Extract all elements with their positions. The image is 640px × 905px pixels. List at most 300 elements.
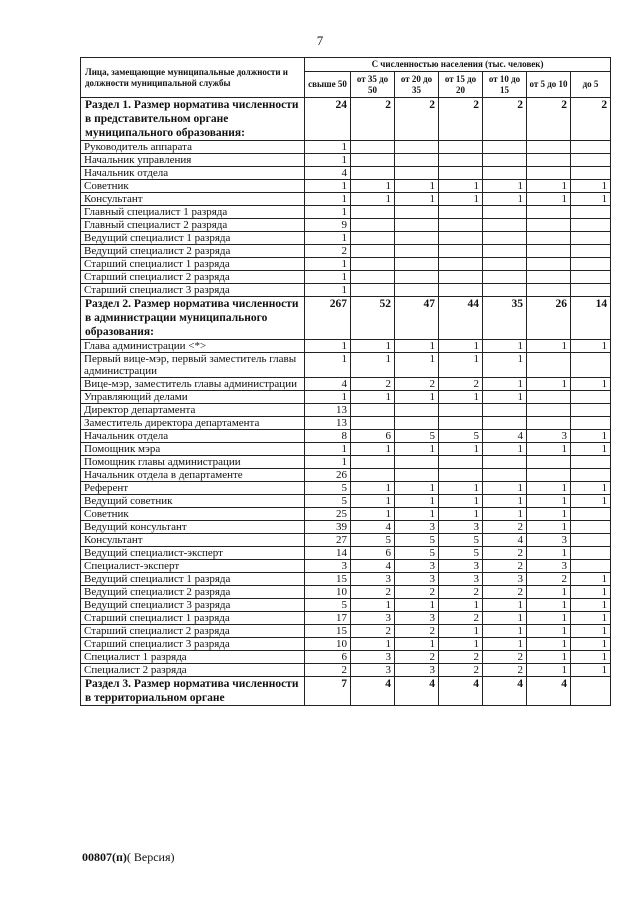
norm-value-cell bbox=[439, 167, 483, 180]
table-row bbox=[81, 258, 611, 271]
norm-value-cell bbox=[571, 508, 611, 521]
norm-value-cell bbox=[395, 271, 439, 284]
norm-value-cell: 1 bbox=[351, 180, 395, 193]
norm-value-cell: 1 bbox=[571, 430, 611, 443]
norm-value-cell bbox=[527, 245, 571, 258]
norm-value-cell: 26 bbox=[305, 469, 351, 482]
norm-value-cell: 4 bbox=[351, 560, 395, 573]
norm-value-cell bbox=[395, 219, 439, 232]
norm-value-cell bbox=[571, 353, 611, 378]
norm-value-cell: 2 bbox=[305, 664, 351, 677]
table-row bbox=[81, 232, 611, 245]
norm-value-cell: 1 bbox=[483, 391, 527, 404]
norm-value-cell: 6 bbox=[305, 651, 351, 664]
norm-value-cell bbox=[527, 469, 571, 482]
position-name: Помощник главы администрации bbox=[81, 456, 305, 469]
position-name: Специалист-эксперт bbox=[81, 560, 305, 573]
norm-value-cell: 1 bbox=[395, 599, 439, 612]
norm-value-cell bbox=[439, 456, 483, 469]
table-row bbox=[81, 340, 611, 353]
norm-value-cell: 13 bbox=[305, 417, 351, 430]
norm-value-cell bbox=[571, 417, 611, 430]
norm-value-cell: 1 bbox=[527, 193, 571, 206]
norm-value-cell: 2 bbox=[439, 98, 483, 141]
table-row bbox=[81, 443, 611, 456]
norm-value-cell: 1 bbox=[395, 638, 439, 651]
norm-value-cell: 1 bbox=[395, 482, 439, 495]
norm-value-cell: 1 bbox=[439, 625, 483, 638]
norm-value-cell bbox=[571, 391, 611, 404]
norm-value-cell: 2 bbox=[483, 560, 527, 573]
column-header: свыше 50 bbox=[305, 72, 351, 98]
norm-value-cell: 4 bbox=[483, 677, 527, 706]
norm-value-cell bbox=[351, 167, 395, 180]
norm-value-cell: 2 bbox=[483, 547, 527, 560]
norm-value-cell bbox=[439, 141, 483, 154]
norm-value-cell bbox=[483, 206, 527, 219]
norm-value-cell bbox=[351, 456, 395, 469]
norm-value-cell: 1 bbox=[351, 495, 395, 508]
norm-value-cell bbox=[439, 258, 483, 271]
norm-value-cell bbox=[439, 232, 483, 245]
table-row bbox=[81, 167, 611, 180]
position-name: Помощник мэра bbox=[81, 443, 305, 456]
norm-value-cell: 4 bbox=[439, 677, 483, 706]
norm-value-cell: 9 bbox=[305, 219, 351, 232]
norm-value-cell: 26 bbox=[527, 297, 571, 340]
norm-value-cell bbox=[351, 417, 395, 430]
norm-value-cell: 2 bbox=[483, 651, 527, 664]
norm-value-cell: 2 bbox=[527, 98, 571, 141]
norm-value-cell bbox=[571, 167, 611, 180]
norm-value-cell: 1 bbox=[483, 378, 527, 391]
norm-value-cell bbox=[483, 232, 527, 245]
norm-value-cell: 2 bbox=[351, 378, 395, 391]
table-row bbox=[81, 193, 611, 206]
norm-value-cell: 1 bbox=[571, 482, 611, 495]
norm-value-cell: 5 bbox=[305, 599, 351, 612]
norm-value-cell: 1 bbox=[483, 482, 527, 495]
norm-value-cell: 1 bbox=[483, 625, 527, 638]
norm-value-cell: 2 bbox=[439, 612, 483, 625]
norm-value-cell: 27 bbox=[305, 534, 351, 547]
norm-value-cell: 1 bbox=[527, 495, 571, 508]
section-row bbox=[81, 677, 611, 706]
norm-value-cell bbox=[571, 469, 611, 482]
norm-value-cell: 52 bbox=[351, 297, 395, 340]
norm-value-cell: 4 bbox=[305, 167, 351, 180]
norm-value-cell bbox=[527, 258, 571, 271]
norm-value-cell: 3 bbox=[395, 612, 439, 625]
table-row bbox=[81, 638, 611, 651]
norm-value-cell: 1 bbox=[483, 193, 527, 206]
norm-value-cell bbox=[527, 353, 571, 378]
norm-value-cell: 1 bbox=[527, 521, 571, 534]
norm-value-cell bbox=[395, 258, 439, 271]
norm-value-cell: 6 bbox=[351, 430, 395, 443]
norm-value-cell bbox=[439, 404, 483, 417]
norm-value-cell: 2 bbox=[483, 521, 527, 534]
norm-value-cell bbox=[439, 245, 483, 258]
norm-value-cell: 1 bbox=[351, 391, 395, 404]
norm-value-cell bbox=[351, 154, 395, 167]
norm-value-cell: 1 bbox=[351, 340, 395, 353]
norm-value-cell: 1 bbox=[527, 599, 571, 612]
norm-value-cell bbox=[439, 284, 483, 297]
norm-value-cell bbox=[395, 284, 439, 297]
norm-value-cell: 17 bbox=[305, 612, 351, 625]
norm-value-cell bbox=[351, 245, 395, 258]
norm-value-cell: 1 bbox=[439, 353, 483, 378]
position-name: Советник bbox=[81, 508, 305, 521]
norm-value-cell: 1 bbox=[351, 353, 395, 378]
norm-value-cell: 2 bbox=[395, 98, 439, 141]
norm-value-cell bbox=[483, 271, 527, 284]
norm-value-cell: 1 bbox=[527, 612, 571, 625]
norm-value-cell: 1 bbox=[305, 206, 351, 219]
norm-value-cell: 3 bbox=[439, 521, 483, 534]
norm-value-cell: 1 bbox=[527, 180, 571, 193]
table-row bbox=[81, 573, 611, 586]
norm-value-cell: 1 bbox=[439, 391, 483, 404]
section-title: Раздел 2. Размер норматива численности в администрации муниципального образования: bbox=[81, 297, 305, 340]
norm-value-cell bbox=[571, 219, 611, 232]
norm-value-cell bbox=[351, 141, 395, 154]
norm-value-cell: 3 bbox=[305, 560, 351, 573]
norm-value-cell bbox=[483, 404, 527, 417]
section-row bbox=[81, 297, 611, 340]
norm-value-cell: 1 bbox=[305, 180, 351, 193]
position-name: Начальник отдела в департаменте bbox=[81, 469, 305, 482]
position-name: Начальник отдела bbox=[81, 167, 305, 180]
norm-value-cell: 25 bbox=[305, 508, 351, 521]
norm-value-cell: 3 bbox=[351, 664, 395, 677]
norm-value-cell: 1 bbox=[571, 180, 611, 193]
position-name: Специалист 2 разряда bbox=[81, 664, 305, 677]
norm-value-cell bbox=[483, 417, 527, 430]
column-header: от 35 до 50 bbox=[351, 72, 395, 98]
position-name: Ведущий специалист 2 разряда bbox=[81, 245, 305, 258]
norm-value-cell: 1 bbox=[527, 508, 571, 521]
position-name: Старший специалист 1 разряда bbox=[81, 258, 305, 271]
norm-value-cell: 1 bbox=[305, 271, 351, 284]
position-name: Специалист 1 разряда bbox=[81, 651, 305, 664]
norm-value-cell: 1 bbox=[395, 180, 439, 193]
norm-value-cell: 267 bbox=[305, 297, 351, 340]
norm-value-cell bbox=[571, 258, 611, 271]
norm-value-cell bbox=[395, 417, 439, 430]
norm-value-cell: 1 bbox=[483, 180, 527, 193]
column-header: от 20 до 35 bbox=[395, 72, 439, 98]
norm-value-cell: 4 bbox=[527, 677, 571, 706]
norm-value-cell: 1 bbox=[571, 625, 611, 638]
norm-value-cell bbox=[527, 417, 571, 430]
norm-value-cell bbox=[527, 284, 571, 297]
position-name: Руководитель аппарата bbox=[81, 141, 305, 154]
norm-value-cell: 1 bbox=[571, 638, 611, 651]
section-title: Раздел 3. Размер норматива численности в территориальном органе bbox=[81, 677, 305, 706]
table-row bbox=[81, 391, 611, 404]
position-name: Старший специалист 3 разряда bbox=[81, 638, 305, 651]
table-row bbox=[81, 664, 611, 677]
document-version: ( Версия) bbox=[126, 850, 175, 864]
position-name: Старший специалист 2 разряда bbox=[81, 625, 305, 638]
norm-value-cell bbox=[571, 232, 611, 245]
norm-value-cell: 1 bbox=[439, 443, 483, 456]
table-row bbox=[81, 482, 611, 495]
norm-value-cell: 3 bbox=[351, 573, 395, 586]
norm-value-cell bbox=[483, 141, 527, 154]
norm-value-cell: 2 bbox=[571, 98, 611, 141]
norm-value-cell: 4 bbox=[305, 378, 351, 391]
positions-column-header: Лица, замещающие муниципальные должности и должности муниципальной службы bbox=[81, 58, 305, 98]
norm-value-cell: 2 bbox=[351, 586, 395, 599]
norm-value-cell: 1 bbox=[571, 193, 611, 206]
norm-value-cell: 8 bbox=[305, 430, 351, 443]
norm-value-cell: 3 bbox=[483, 573, 527, 586]
norm-value-cell: 3 bbox=[527, 430, 571, 443]
norm-value-cell bbox=[527, 271, 571, 284]
position-name: Консультант bbox=[81, 534, 305, 547]
norm-value-cell bbox=[571, 284, 611, 297]
column-header: до 5 bbox=[571, 72, 611, 98]
norm-value-cell bbox=[439, 219, 483, 232]
norm-value-cell: 5 bbox=[395, 534, 439, 547]
norm-value-cell: 4 bbox=[351, 521, 395, 534]
norm-value-cell: 1 bbox=[351, 193, 395, 206]
norm-value-cell bbox=[351, 206, 395, 219]
norm-value-cell: 2 bbox=[351, 98, 395, 141]
norm-value-cell: 5 bbox=[305, 495, 351, 508]
norm-value-cell: 2 bbox=[439, 586, 483, 599]
norm-value-cell bbox=[395, 154, 439, 167]
table-row bbox=[81, 456, 611, 469]
table-row bbox=[81, 599, 611, 612]
staffing-norms-table bbox=[80, 57, 611, 706]
table-row bbox=[81, 651, 611, 664]
norm-value-cell: 1 bbox=[571, 599, 611, 612]
norm-value-cell bbox=[527, 167, 571, 180]
norm-value-cell: 2 bbox=[305, 245, 351, 258]
table-row bbox=[81, 521, 611, 534]
norm-value-cell: 15 bbox=[305, 573, 351, 586]
norm-value-cell: 3 bbox=[527, 560, 571, 573]
norm-value-cell: 2 bbox=[439, 664, 483, 677]
norm-value-cell bbox=[571, 534, 611, 547]
norm-value-cell: 1 bbox=[483, 495, 527, 508]
norm-value-cell: 1 bbox=[305, 258, 351, 271]
position-name: Референт bbox=[81, 482, 305, 495]
norm-value-cell bbox=[395, 141, 439, 154]
norm-value-cell: 1 bbox=[527, 443, 571, 456]
norm-value-cell: 1 bbox=[351, 599, 395, 612]
position-name: Главный специалист 1 разряда bbox=[81, 206, 305, 219]
norm-value-cell bbox=[571, 245, 611, 258]
norm-value-cell: 1 bbox=[571, 651, 611, 664]
norm-value-cell bbox=[527, 206, 571, 219]
norm-value-cell: 1 bbox=[483, 612, 527, 625]
norm-value-cell bbox=[439, 469, 483, 482]
norm-value-cell: 24 bbox=[305, 98, 351, 141]
norm-value-cell bbox=[483, 456, 527, 469]
norm-value-cell bbox=[571, 404, 611, 417]
position-name: Старший специалист 1 разряда bbox=[81, 612, 305, 625]
norm-value-cell: 1 bbox=[527, 638, 571, 651]
norm-value-cell bbox=[395, 167, 439, 180]
norm-value-cell bbox=[395, 456, 439, 469]
position-name: Старший специалист 2 разряда bbox=[81, 271, 305, 284]
section-title: Раздел 1. Размер норматива численности в представительном органе муниципального образования: bbox=[81, 98, 305, 141]
norm-value-cell: 14 bbox=[305, 547, 351, 560]
table-row bbox=[81, 534, 611, 547]
norm-value-cell: 1 bbox=[351, 638, 395, 651]
norm-value-cell bbox=[351, 219, 395, 232]
norm-value-cell: 1 bbox=[439, 638, 483, 651]
norm-value-cell: 5 bbox=[439, 547, 483, 560]
document-code: 00807(п) bbox=[82, 850, 127, 864]
norm-value-cell: 2 bbox=[395, 625, 439, 638]
norm-value-cell: 5 bbox=[439, 534, 483, 547]
norm-value-cell: 4 bbox=[483, 534, 527, 547]
norm-value-cell: 10 bbox=[305, 586, 351, 599]
norm-value-cell: 5 bbox=[395, 430, 439, 443]
position-name: Старший специалист 3 разряда bbox=[81, 284, 305, 297]
norm-value-cell bbox=[395, 206, 439, 219]
norm-value-cell: 2 bbox=[439, 378, 483, 391]
norm-value-cell: 2 bbox=[439, 651, 483, 664]
norm-value-cell bbox=[395, 232, 439, 245]
norm-value-cell: 1 bbox=[305, 232, 351, 245]
norm-value-cell: 1 bbox=[571, 443, 611, 456]
norm-value-cell bbox=[351, 284, 395, 297]
norm-value-cell: 5 bbox=[351, 534, 395, 547]
norm-value-cell: 14 bbox=[571, 297, 611, 340]
norm-value-cell: 3 bbox=[351, 612, 395, 625]
norm-value-cell bbox=[483, 167, 527, 180]
norm-value-cell bbox=[351, 232, 395, 245]
norm-value-cell bbox=[571, 271, 611, 284]
norm-value-cell bbox=[351, 469, 395, 482]
norm-value-cell bbox=[439, 271, 483, 284]
position-name: Ведущий специалист 3 разряда bbox=[81, 599, 305, 612]
norm-value-cell: 1 bbox=[395, 508, 439, 521]
position-name: Ведущий консультант bbox=[81, 521, 305, 534]
norm-value-cell: 6 bbox=[351, 547, 395, 560]
norm-value-cell: 1 bbox=[305, 340, 351, 353]
norm-value-cell: 2 bbox=[483, 664, 527, 677]
table-row bbox=[81, 547, 611, 560]
norm-value-cell: 1 bbox=[439, 180, 483, 193]
norm-value-cell: 1 bbox=[395, 391, 439, 404]
norm-value-cell bbox=[527, 219, 571, 232]
table-row bbox=[81, 180, 611, 193]
norm-value-cell: 1 bbox=[395, 353, 439, 378]
norm-value-cell bbox=[527, 141, 571, 154]
norm-value-cell: 1 bbox=[527, 625, 571, 638]
norm-value-cell: 3 bbox=[351, 651, 395, 664]
norm-value-cell: 1 bbox=[439, 599, 483, 612]
norm-value-cell: 1 bbox=[439, 340, 483, 353]
norm-value-cell: 1 bbox=[571, 586, 611, 599]
norm-value-cell bbox=[395, 404, 439, 417]
table-row bbox=[81, 284, 611, 297]
norm-value-cell: 1 bbox=[527, 664, 571, 677]
norm-value-cell bbox=[571, 206, 611, 219]
column-header: от 5 до 10 bbox=[527, 72, 571, 98]
norm-value-cell bbox=[439, 206, 483, 219]
position-name: Заместитель директора департамента bbox=[81, 417, 305, 430]
norm-value-cell: 1 bbox=[439, 508, 483, 521]
norm-value-cell: 1 bbox=[439, 482, 483, 495]
norm-value-cell: 1 bbox=[571, 612, 611, 625]
section-row bbox=[81, 98, 611, 141]
norm-value-cell: 1 bbox=[351, 443, 395, 456]
norm-value-cell: 1 bbox=[439, 495, 483, 508]
norm-value-cell bbox=[527, 456, 571, 469]
norm-value-cell bbox=[351, 404, 395, 417]
column-header: от 15 до 20 bbox=[439, 72, 483, 98]
norm-value-cell: 3 bbox=[395, 560, 439, 573]
table-row bbox=[81, 560, 611, 573]
norm-value-cell: 1 bbox=[527, 378, 571, 391]
norm-value-cell: 1 bbox=[305, 456, 351, 469]
norm-value-cell: 3 bbox=[395, 573, 439, 586]
norm-value-cell: 15 bbox=[305, 625, 351, 638]
norm-value-cell: 1 bbox=[395, 495, 439, 508]
norm-value-cell bbox=[527, 404, 571, 417]
norm-value-cell: 5 bbox=[439, 430, 483, 443]
norm-value-cell: 7 bbox=[305, 677, 351, 706]
norm-value-cell: 47 bbox=[395, 297, 439, 340]
norm-value-cell: 1 bbox=[571, 378, 611, 391]
norm-value-cell bbox=[483, 284, 527, 297]
norm-value-cell: 3 bbox=[395, 664, 439, 677]
norm-value-cell: 1 bbox=[571, 573, 611, 586]
position-name: Ведущий советник bbox=[81, 495, 305, 508]
norm-value-cell bbox=[571, 154, 611, 167]
position-name: Консультант bbox=[81, 193, 305, 206]
norm-value-cell bbox=[527, 391, 571, 404]
norm-value-cell: 2 bbox=[527, 573, 571, 586]
norm-value-cell bbox=[571, 677, 611, 706]
position-name: Ведущий специалист 2 разряда bbox=[81, 586, 305, 599]
norm-value-cell: 1 bbox=[527, 340, 571, 353]
position-name: Ведущий специалист-эксперт bbox=[81, 547, 305, 560]
norm-value-cell: 1 bbox=[483, 443, 527, 456]
position-name: Первый вице-мэр, первый заместитель главы администрации bbox=[81, 353, 305, 378]
table-row bbox=[81, 612, 611, 625]
norm-value-cell bbox=[527, 154, 571, 167]
norm-value-cell: 1 bbox=[527, 547, 571, 560]
norm-value-cell: 4 bbox=[395, 677, 439, 706]
norm-value-cell: 1 bbox=[483, 340, 527, 353]
norm-value-cell bbox=[483, 258, 527, 271]
norm-value-cell: 1 bbox=[305, 391, 351, 404]
norm-value-cell: 1 bbox=[305, 284, 351, 297]
page-number: 7 bbox=[316, 33, 324, 48]
norm-value-cell bbox=[571, 456, 611, 469]
norm-value-cell: 1 bbox=[483, 638, 527, 651]
norm-value-cell bbox=[439, 154, 483, 167]
norm-value-cell: 1 bbox=[305, 141, 351, 154]
position-name: Главный специалист 2 разряда bbox=[81, 219, 305, 232]
norm-value-cell: 1 bbox=[305, 193, 351, 206]
norm-value-cell: 2 bbox=[395, 586, 439, 599]
position-name: Вице-мэр, заместитель главы администрации bbox=[81, 378, 305, 391]
position-name: Директор департамента bbox=[81, 404, 305, 417]
norm-value-cell: 1 bbox=[305, 443, 351, 456]
norm-value-cell bbox=[571, 547, 611, 560]
